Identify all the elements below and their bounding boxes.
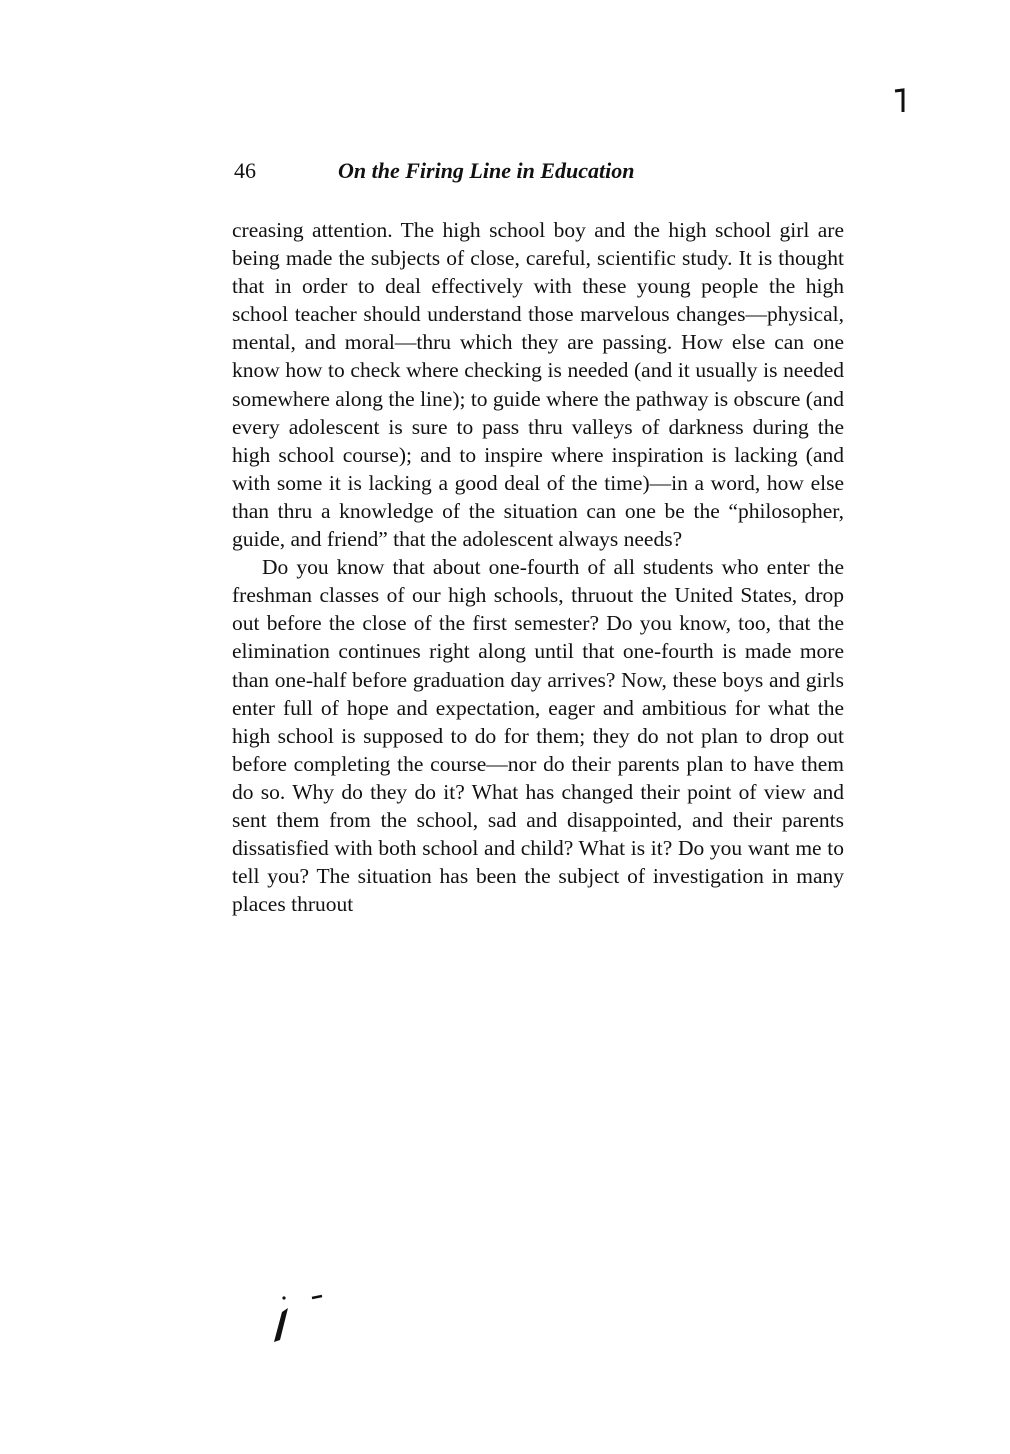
- body-text: [232, 216, 844, 918]
- scan-mark-icon: [893, 88, 907, 114]
- ink-smudge-icon: [266, 1290, 326, 1350]
- paragraph-2: Do you know that about one-fourth of all students who enter the freshman classes of our high schools, thruout the United States, drop out before the close of the first semester? Do you know, too, that the elimination continues right along until that one-fourth is made more than one-half before graduation day arrives? Now, these boys and girls enter full of hope and expectation, eager and ambitious for what the high school is supposed to do for them; they do not plan to drop out before completing the course—nor do their parents plan to have them do so. Why do they do it? What has changed their point of view and sent them from the school, sad and disappointed, and their parents dissatisfied with both school and child? What is it? Do you want me to tell you? The situation has been the subject of investigation in many places thruout: [232, 555, 844, 917]
- running-title: On the Firing Line in Education: [338, 158, 635, 183]
- page-header: [234, 158, 854, 190]
- paragraph-1: creasing attention. The high school boy and the high school girl are being made the subjects of close, careful, scientific study. It is thought that in order to deal effectively with these young people the high school teacher should understand those marvelous changes—physical, mental, and moral—thru which they are passing. How else can one know how to check where checking is needed (and it usually is needed somewhere along the line); to guide where the pathway is obscure (and every adolescent is sure to pass thru valleys of darkness during the high school course); and to inspire where inspiration is lacking (and with some it is lacking a good deal of the time)—in a word, how else than thru a knowledge of the situation can one be the “philosopher, guide, and friend” that the adolescent always needs?: [232, 218, 844, 552]
- page-number: 46: [234, 158, 256, 183]
